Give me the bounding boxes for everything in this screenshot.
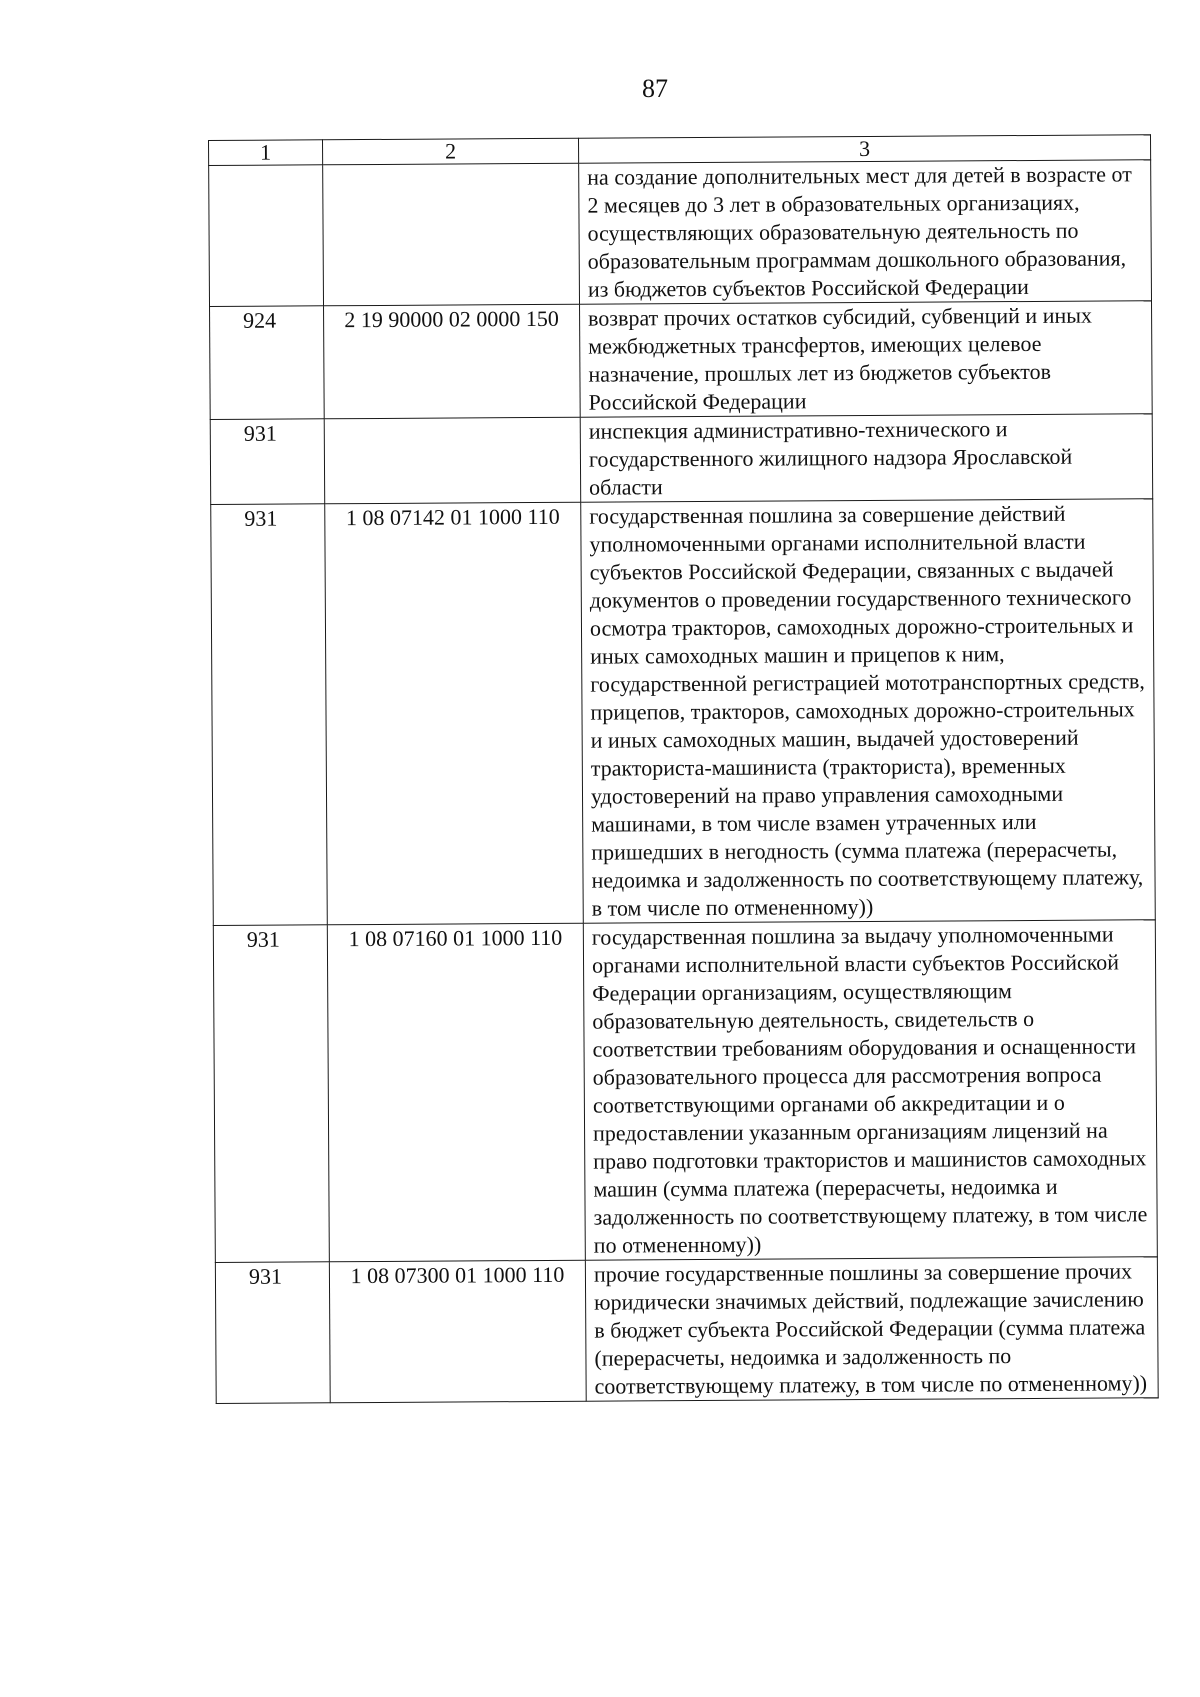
table-row bbox=[213, 920, 1157, 1263]
description-cell: прочие государственные пошлины за совершение прочих юридически значимых действий, подлежащие зачислению в бюджет субъекта Российской Федерации (сумма платежа (перерасчеты, недоимка и задолженность по соответствующему платежу, в том числе по отмененному)) bbox=[585, 1257, 1158, 1401]
page-number: 87 bbox=[642, 74, 668, 103]
table-row bbox=[215, 1257, 1158, 1404]
description-cell: возврат прочих остатков субсидий, субвенций и иных межбюджетных трансфертов, имеющих целевое назначение, прошлых лет из бюджетов субъектов Российской Федерации bbox=[580, 301, 1153, 417]
budget-code-table bbox=[208, 134, 1159, 1404]
table-row bbox=[210, 414, 1153, 505]
table-row bbox=[209, 160, 1152, 307]
admin-code-cell: 931 bbox=[210, 419, 325, 505]
admin-code-cell bbox=[209, 165, 324, 307]
table-row bbox=[210, 301, 1153, 420]
admin-code-cell: 924 bbox=[210, 306, 325, 420]
header-col-2: 2 bbox=[323, 138, 579, 165]
description-cell: на создание дополнительных мест для детей в возрасте от 2 месяцев до 3 лет в образовательных организациях, осуществляющих образовательную деятельность по образовательным программам дошкольного образования, из бюджетов субъектов Российской Федерации bbox=[579, 160, 1152, 304]
revenue-code-cell bbox=[323, 163, 580, 306]
revenue-code-cell: 2 19 90000 02 0000 150 bbox=[324, 304, 581, 419]
table-row bbox=[211, 499, 1156, 926]
header-col-3: 3 bbox=[578, 135, 1150, 163]
description-cell: государственная пошлина за совершение действий уполномоченными органами исполнительной власти субъектов Российской Федерации, связанных с выдачей документов о проведении государственного технического осмотра тракторов, самоходных дорожно-строительных и иных самоходных машин и прицепов к ним, государственной регистрацией мототранспортных средств, прицепов, тракторов, самоходных дорожно-строительных и иных самоходных машин, выдачей удостоверений тракториста-машиниста (тракториста), временных удостоверений на право управления самоходными машинами, в том числе взамен утраченных или пришедших в негодность (сумма платежа (перерасчеты, недоимка и задолженность по соответствующему платежу, в том числе по отмененному)) bbox=[581, 499, 1156, 923]
admin-code-cell: 931 bbox=[213, 925, 329, 1263]
header-col-1: 1 bbox=[209, 140, 323, 166]
description-cell: государственная пошлина за выдачу уполномоченными органами исполнительной власти субъектов Российской Федерации организациям, осуществляющим образовательную деятельность, свидетельств о соответствии требованиям оборудования и оснащенности образовательного процесса для рассмотрения вопроса соответствующими органами об аккредитации и о предоставлении указанным организациям лицензий на право подготовки трактористов и машинистов самоходных машин (сумма платежа (перерасчеты, недоимка и задолженность по соответствующему платежу, в том числе по отмененному)) bbox=[583, 920, 1157, 1260]
admin-code-cell: 931 bbox=[211, 504, 328, 926]
revenue-code-cell: 1 08 07142 01 1000 110 bbox=[325, 502, 584, 925]
admin-code-cell: 931 bbox=[215, 1262, 330, 1404]
revenue-code-cell: 1 08 07300 01 1000 110 bbox=[329, 1260, 586, 1403]
description-cell: инспекция административно-технического и государственного жилищного надзора Ярославской области bbox=[580, 414, 1153, 502]
revenue-code-cell bbox=[324, 417, 581, 504]
revenue-code-cell: 1 08 07160 01 1000 110 bbox=[327, 923, 585, 1262]
